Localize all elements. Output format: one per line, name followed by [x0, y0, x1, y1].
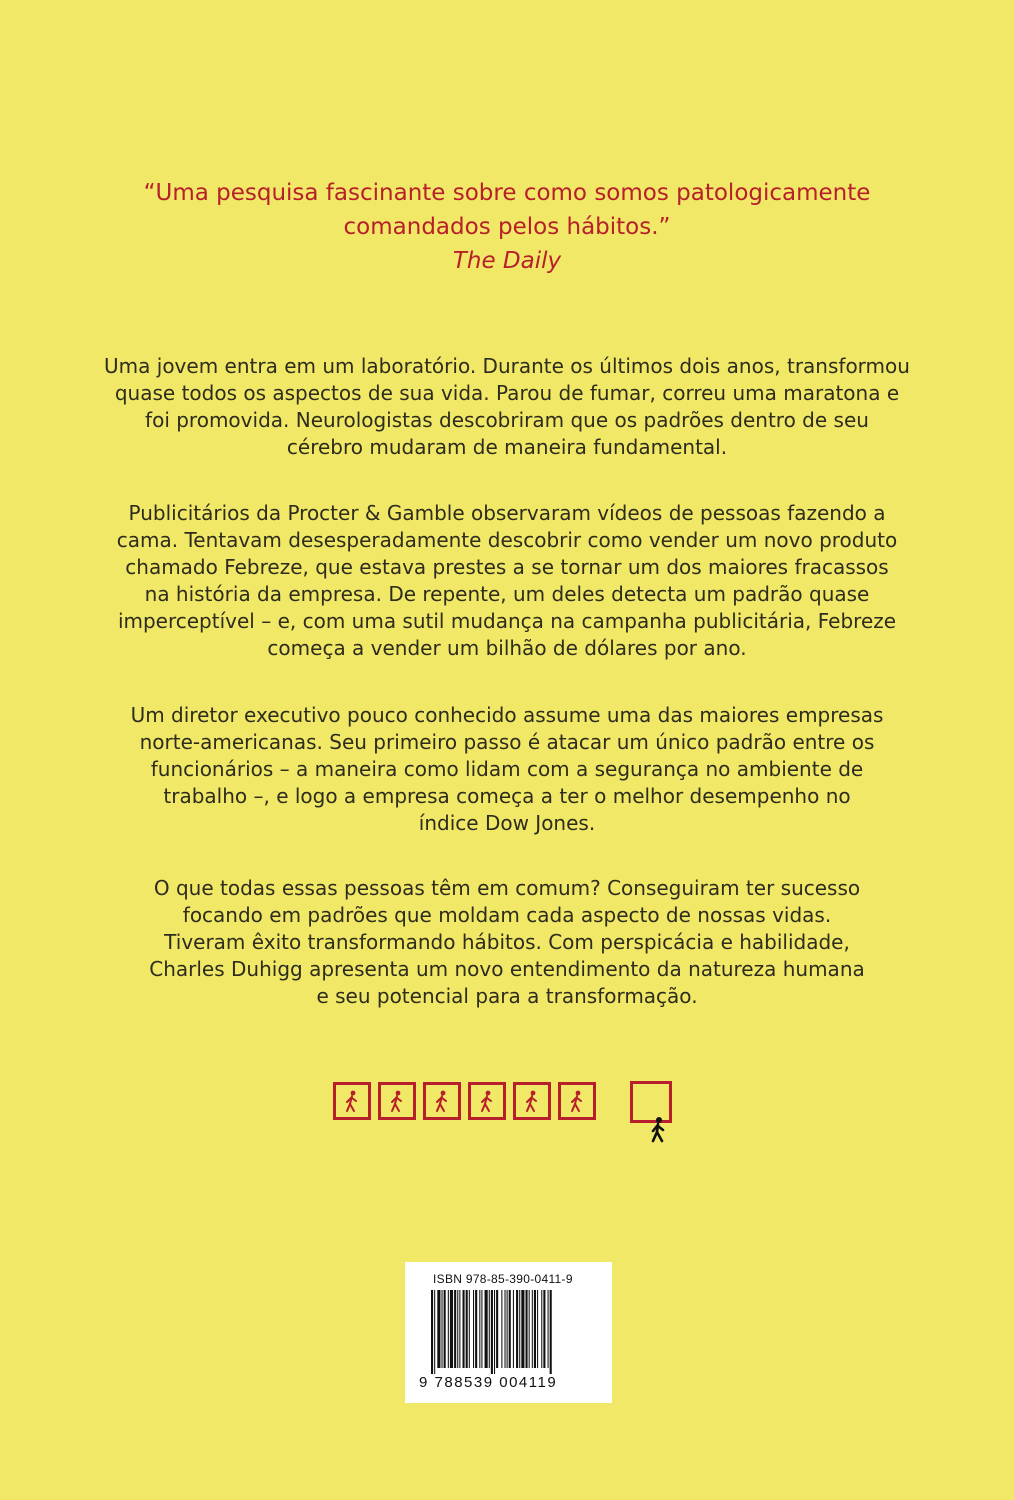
walking-person-icon [516, 1085, 548, 1117]
text-line: e seu potencial para a transformação. [316, 984, 698, 1008]
barcode-bar [463, 1290, 465, 1368]
barcode-bar [491, 1290, 493, 1374]
barcode-bar [454, 1290, 456, 1368]
box-with-walker [513, 1082, 551, 1120]
blurb-paragraph-1 [60, 353, 954, 461]
cover-quote [0, 176, 1014, 278]
barcode-bar [550, 1290, 552, 1374]
barcode-bar [526, 1290, 528, 1368]
text-line: cérebro mudaram de maneira fundamental. [286, 435, 728, 459]
text-line: funcionários – a maneira como lidam com a segurança no ambiente de [150, 757, 864, 781]
text-line: O que todas essas pessoas têm em comum? Conseguiram ter sucesso [153, 876, 861, 900]
isbn-barcode [405, 1262, 612, 1403]
text-line: norte-americanas. Seu primeiro passo é atacar um único padrão entre os [139, 730, 875, 754]
text-line: Um diretor executivo pouco conhecido assume uma das maiores empresas [130, 703, 884, 727]
walking-person-icon [426, 1085, 458, 1117]
barcode-bar [519, 1290, 520, 1368]
barcode-bar [496, 1290, 498, 1368]
text-line: na história da empresa. De repente, um deles detecta um padrão quase [144, 582, 870, 606]
text-line: Publicitários da Procter & Gamble observaram vídeos de pessoas fazendo a [128, 501, 886, 525]
text-line: Tiveram êxito transformando hábitos. Com perspicácia e habilidade, [164, 930, 850, 954]
text-line: Uma jovem entra em um laboratório. Durante os últimos dois anos, transformou [104, 354, 910, 378]
blurb-paragraph-3 [60, 702, 954, 837]
text-line: trabalho –, e logo a empresa começa a ter o melhor desempenho no [163, 784, 851, 808]
blurb-paragraph-2 [60, 500, 954, 662]
walking-person-icon [381, 1085, 413, 1117]
walking-person-icon [561, 1085, 593, 1117]
text-line: Charles Duhigg apresenta um novo entendimento da natureza humana [149, 957, 865, 981]
text-line: imperceptível – e, com uma sutil mudança na campanha publicitária, Febreze [117, 609, 897, 633]
barcode-bar [513, 1290, 514, 1368]
text-line: foi promovida. Neurologistas descobriram que os padrões dentro de seu [145, 408, 869, 432]
barcode-bar [444, 1290, 446, 1368]
barcode-bar [481, 1290, 482, 1368]
barcode-bar [450, 1290, 453, 1368]
blurb-paragraph-4 [60, 875, 954, 1010]
barcode-bar [509, 1290, 511, 1368]
text-line: índice Dow Jones. [418, 811, 596, 835]
barcode-bar [469, 1290, 470, 1368]
barcode-bar [516, 1290, 518, 1368]
barcode-bar [489, 1290, 490, 1368]
text-line: chamado Febreze, que estava prestes a se tornar um dos maiores fracassos [125, 555, 889, 579]
barcode-bar [505, 1290, 506, 1368]
barcode-bar [543, 1290, 545, 1368]
barcode-bar [431, 1290, 433, 1374]
text-line: começa a vender um bilhão de dólares por ano. [267, 636, 747, 660]
quote-source: The Daily [452, 248, 562, 274]
box-with-walker [378, 1082, 416, 1120]
barcode-bar [437, 1290, 440, 1368]
barcode-bar [541, 1290, 542, 1368]
escaping-walker-icon [647, 1116, 671, 1144]
barcode-bar [485, 1290, 488, 1368]
barcode-bar [521, 1290, 524, 1368]
barcode-bar [494, 1290, 495, 1374]
barcode-bar [507, 1290, 508, 1368]
barcode-digits: 9 788539 004119 [419, 1374, 558, 1391]
barcode-bar [466, 1290, 468, 1368]
barcode-bar [442, 1290, 443, 1368]
walking-person-icon [336, 1085, 368, 1117]
barcode-bar [534, 1290, 536, 1368]
walker-boxes [333, 1082, 683, 1142]
barcode-bar [529, 1290, 530, 1368]
barcode-bar [448, 1290, 449, 1368]
barcode-bar [537, 1290, 538, 1368]
quote-line-2: comandados pelos hábitos.” [343, 214, 671, 240]
barcode-bars [431, 1290, 589, 1374]
box-with-walker [333, 1082, 371, 1120]
text-line: cama. Tentavam desesperadamente descobrir como vender um novo produto [116, 528, 898, 552]
box-with-walker [423, 1082, 461, 1120]
barcode-bar [457, 1290, 458, 1368]
barcode-bar [459, 1290, 460, 1368]
text-line: quase todos os aspectos de sua vida. Parou de fumar, correu uma maratona e [114, 381, 900, 405]
barcode-bar [473, 1290, 474, 1368]
text-line: focando em padrões que moldam cada aspecto de nossas vidas. [182, 903, 832, 927]
box-with-walker [468, 1082, 506, 1120]
barcode-bar [434, 1290, 435, 1374]
barcode-bar [475, 1290, 477, 1368]
barcode-bar [501, 1290, 502, 1368]
walking-person-icon [471, 1085, 503, 1117]
barcode-bar [532, 1290, 533, 1368]
box-with-walker [558, 1082, 596, 1120]
barcode-bar [479, 1290, 480, 1368]
quote-line-1: “Uma pesquisa fascinante sobre como somos patologicamente [143, 180, 871, 206]
isbn-label: ISBN 978-85-390-0411-9 [433, 1272, 573, 1286]
barcode-bar [548, 1290, 549, 1368]
